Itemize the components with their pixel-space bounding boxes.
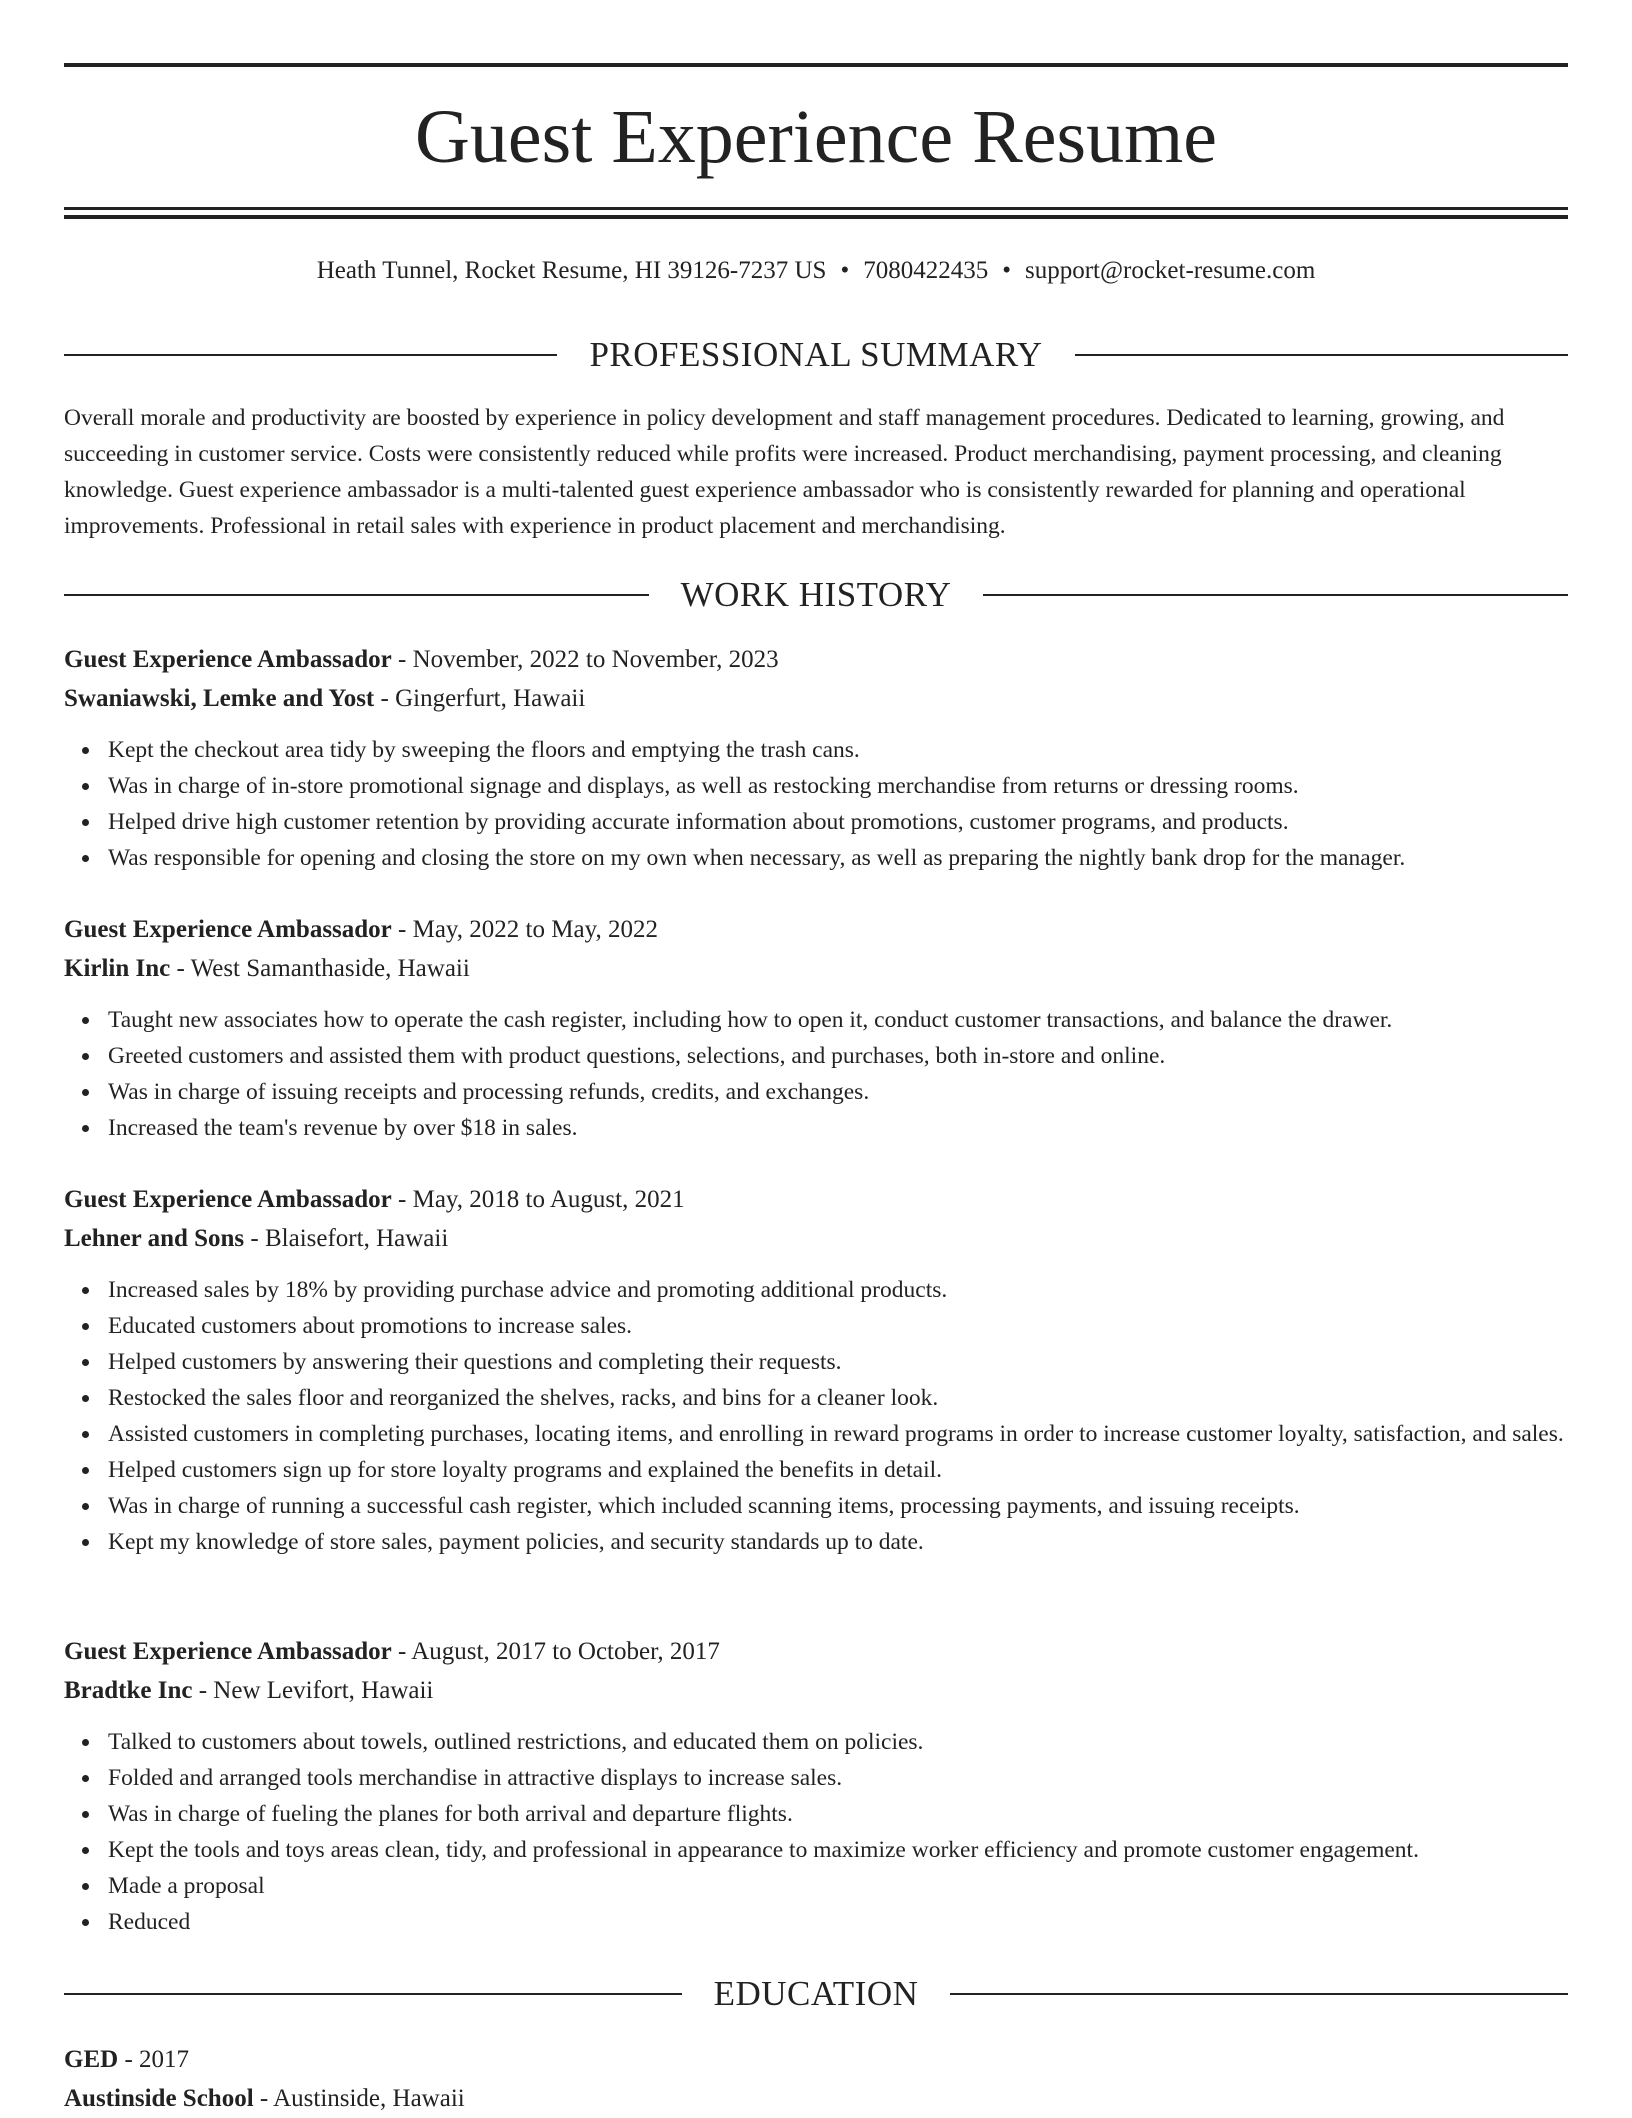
job-bullet: Educated customers about promotions to increase sales. — [108, 1308, 1568, 1344]
job-bullet: Was in charge of fueling the planes for both arrival and departure flights. — [108, 1796, 1568, 1832]
job-dates: - November, 2022 to November, 2023 — [391, 646, 779, 673]
section-heading-education — [64, 1974, 1568, 2014]
resume-title: Guest Experience Resume — [415, 95, 1217, 179]
job-title: Guest Experience Ambassador — [64, 646, 392, 673]
job-bullets — [64, 1724, 1568, 1940]
job-title: Guest Experience Ambassador — [64, 1638, 392, 1665]
job-company-line — [64, 1671, 1568, 1710]
contact-phone: 7080422435 — [863, 257, 989, 284]
job-bullets — [64, 732, 1568, 876]
job-role-line — [64, 1180, 1568, 1219]
job-title: Guest Experience Ambassador — [64, 1186, 392, 1213]
job-title: Guest Experience Ambassador — [64, 916, 392, 943]
education-degree-line — [64, 2040, 1568, 2079]
section-heading-summary — [64, 335, 1568, 375]
education-degree: GED — [64, 2046, 119, 2073]
summary-text: Overall morale and productivity are boosted by experience in policy development and staff management procedures. Dedicated to learning, growing, and succeeding in customer service. Costs were consistently reduced while profits were increased. Product merchandising, payment processing, and cleaning knowledge. Guest experience ambassador is a multi-talented guest experience ambassador who is consistently rewarded for planning and operational improvements. Professional in retail sales with experience in product placement and merchandising. — [64, 405, 1505, 539]
job-location: - New Levifort, Hawaii — [192, 1677, 434, 1704]
section-title: WORK HISTORY — [680, 575, 952, 614]
job-company: Swaniawski, Lemke and Yost — [64, 685, 375, 712]
job-bullet: Talked to customers about towels, outlined restrictions, and educated them on policies. — [108, 1724, 1568, 1760]
top-rule — [64, 63, 1568, 67]
section-title: EDUCATION — [713, 1974, 919, 2013]
job-bullets — [64, 1272, 1568, 1560]
job-bullet: Kept my knowledge of store sales, payment policies, and security standards up to date. — [108, 1524, 1568, 1560]
job-location: - Gingerfurt, Hawaii — [374, 685, 586, 712]
job-bullet: Was in charge of in-store promotional signage and displays, as well as restocking merchandise from returns or dressing rooms. — [108, 768, 1568, 804]
job-company: Kirlin Inc — [64, 955, 171, 982]
job-bullet: Increased sales by 18% by providing purchase advice and promoting additional products. — [108, 1272, 1568, 1308]
heading-rule — [64, 594, 649, 596]
section-heading-work-history — [64, 575, 1568, 615]
heading-rule — [64, 1993, 682, 1995]
job-bullet: Taught new associates how to operate the cash register, including how to open it, conduct customer transactions, and balance the drawer. — [108, 1002, 1568, 1038]
education-school: Austinside School — [64, 2085, 254, 2112]
job-role-line — [64, 640, 1568, 679]
job-bullet: Greeted customers and assisted them with product questions, selections, and purchases, both in-store and online. — [108, 1038, 1568, 1074]
job-bullet: Was responsible for opening and closing the store on my own when necessary, as well as preparing the nightly bank drop for the manager. — [108, 840, 1568, 876]
heading-rule — [64, 354, 557, 356]
job-company: Bradtke Inc — [64, 1677, 193, 1704]
job-bullet: Helped drive high customer retention by providing accurate information about promotions, customer programs, and products. — [108, 804, 1568, 840]
job-location: - West Samanthaside, Hawaii — [170, 955, 470, 982]
contact-address: Heath Tunnel, Rocket Resume, HI 39126-7237 US — [316, 257, 827, 284]
job-entry — [64, 1632, 1568, 1940]
job-location: - Blaisefort, Hawaii — [244, 1225, 449, 1252]
job-role-line — [64, 1632, 1568, 1671]
job-bullet: Was in charge of issuing receipts and processing refunds, credits, and exchanges. — [108, 1074, 1568, 1110]
job-bullet: Increased the team's revenue by over $18 in sales. — [108, 1110, 1568, 1146]
job-role-line — [64, 910, 1568, 949]
job-bullet: Made a proposal — [108, 1868, 1568, 1904]
job-company-line — [64, 949, 1568, 988]
contact-email: support@rocket-resume.com — [1024, 257, 1316, 284]
job-company: Lehner and Sons — [64, 1225, 245, 1252]
education-school-line — [64, 2079, 1568, 2118]
job-bullet: Reduced — [108, 1904, 1568, 1940]
heading-rule — [950, 1993, 1568, 1995]
job-dates: - May, 2018 to August, 2021 — [391, 1186, 685, 1213]
job-entry — [64, 640, 1568, 876]
contact-separator: • — [840, 257, 850, 284]
heading-rule — [983, 594, 1568, 596]
contact-separator: • — [1002, 257, 1011, 284]
job-bullets — [64, 1002, 1568, 1146]
job-bullet: Folded and arranged tools merchandise in attractive displays to increase sales. — [108, 1760, 1568, 1796]
job-company-line — [64, 1219, 1568, 1258]
heading-rule — [1075, 354, 1568, 356]
job-bullet: Assisted customers in completing purchases, locating items, and enrolling in reward programs in order to increase customer loyalty, satisfaction, and sales. — [108, 1416, 1568, 1452]
job-bullet: Helped customers sign up for store loyalty programs and explained the benefits in detail. — [108, 1452, 1568, 1488]
education-entry — [64, 2040, 1568, 2118]
section-title: PROFESSIONAL SUMMARY — [589, 335, 1043, 374]
job-bullet: Kept the checkout area tidy by sweeping the floors and emptying the trash cans. — [108, 732, 1568, 768]
title-double-rule — [64, 207, 1568, 219]
education-location: - Austinside, Hawaii — [253, 2085, 465, 2112]
job-bullet: Restocked the sales floor and reorganized the shelves, racks, and bins for a cleaner look. — [108, 1380, 1568, 1416]
job-dates: - August, 2017 to October, 2017 — [391, 1638, 720, 1665]
contact-line — [64, 254, 1568, 288]
education-year: - 2017 — [118, 2046, 190, 2073]
job-bullet: Was in charge of running a successful cash register, which included scanning items, processing payments, and issuing receipts. — [108, 1488, 1568, 1524]
job-entry — [64, 910, 1568, 1146]
job-bullet: Helped customers by answering their questions and completing their requests. — [108, 1344, 1568, 1380]
job-bullet: Kept the tools and toys areas clean, tidy, and professional in appearance to maximize worker efficiency and promote customer engagement. — [108, 1832, 1568, 1868]
job-dates: - May, 2022 to May, 2022 — [391, 916, 658, 943]
job-company-line — [64, 679, 1568, 718]
job-entry — [64, 1180, 1568, 1560]
